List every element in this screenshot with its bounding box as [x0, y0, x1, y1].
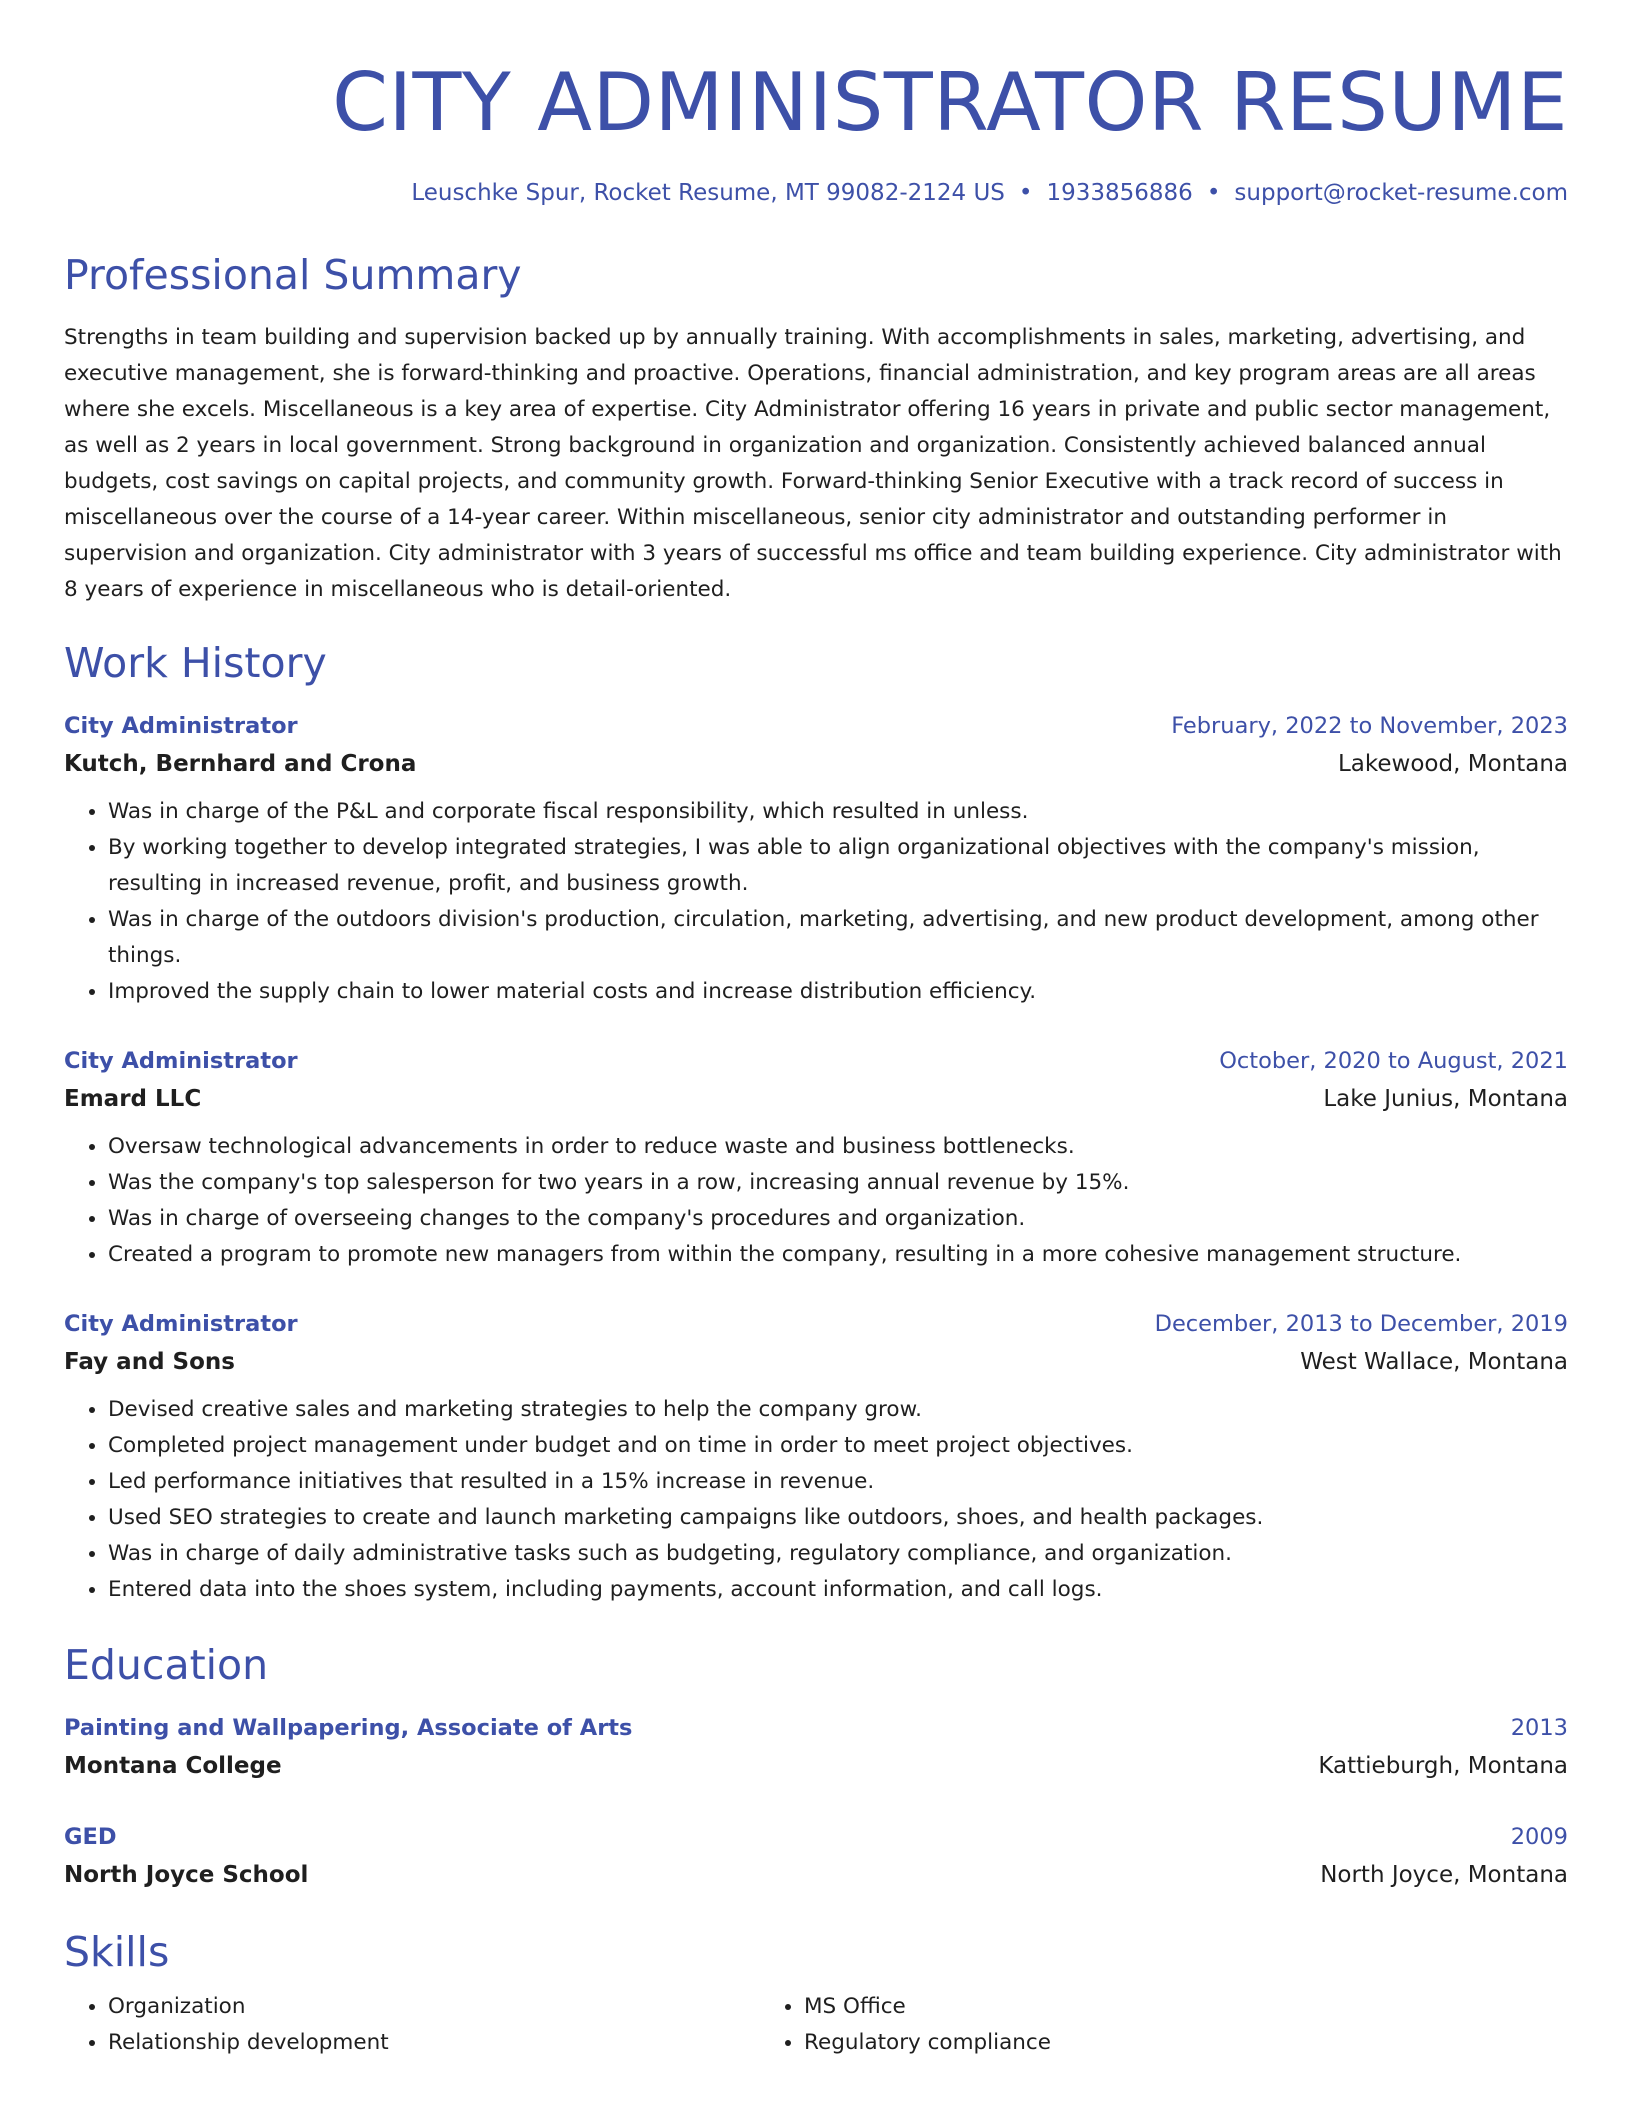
skill-item: • Organization: [108, 1989, 760, 2025]
job-entry: [64, 1306, 1568, 1608]
job-bullet: • Was in charge of the outdoors division's production, circulation, marketing, advertising, and new product development, among other things.: [108, 902, 1568, 974]
job-location: Lakewood, Montana: [1337, 751, 1568, 777]
job-dates: February, 2022 to November, 2023: [1171, 713, 1568, 739]
job-bullet: • Improved the supply chain to lower material costs and increase distribution efficiency.: [108, 974, 1568, 1010]
education-location: North Joyce, Montana: [1320, 1862, 1568, 1888]
summary-text: Strengths in team building and supervision backed up by annually training. With accomplishments in sales, marketing, advertising, and executive management, she is forward-thinking and proactive. Operations, financial administration, and key program areas are all areas where she excels. Miscellaneous is a key area of expertise. City Administrator offering 16 years in private and public sector management, as well as 2 years in local government. Strong background in organization and organization. Consistently achieved balanced annual budgets, cost savings on capital projects, and community growth. Forward-thinking Senior Executive with a track record of success in miscellaneous over the course of a 14-year career. Within miscellaneous, senior city administrator and outstanding performer in supervision and organization. City administrator with 3 years of successful ms office and team building experience. City administrator with 8 years of experience in miscellaneous who is detail-oriented.: [64, 325, 1562, 602]
job-bullet: • Was in charge of the P&L and corporate fiscal responsibility, which resulted in unless.: [108, 794, 1568, 830]
job-bullet: • Created a program to promote new managers from within the company, resulting in a more cohesive management structure.: [108, 1237, 1568, 1273]
work-history-heading: Work History: [64, 639, 327, 687]
education-degree: Painting and Wallpapering, Associate of Arts: [64, 1715, 633, 1741]
education-degree: GED: [64, 1824, 117, 1850]
job-bullet: • Oversaw technological advancements in order to reduce waste and business bottlenecks.: [108, 1129, 1568, 1165]
job-company: Fay and Sons: [64, 1349, 235, 1375]
job-role: City Administrator: [64, 1048, 298, 1074]
job-bullet: • By working together to develop integrated strategies, I was able to align organizational objectives with the company's mission, resulting in increased revenue, profit, and business growth.: [108, 830, 1568, 902]
job-bullet: • Was the company's top salesperson for two years in a row, increasing annual revenue by 15%.: [108, 1165, 1568, 1201]
job-entry: [64, 708, 1568, 1010]
education-entry: [64, 1819, 1568, 1895]
job-role: City Administrator: [64, 1311, 298, 1337]
contact-separator: •: [1206, 180, 1221, 206]
job-bullet: • Used SEO strategies to create and launch marketing campaigns like outdoors, shoes, and health packages.: [108, 1500, 1568, 1536]
job-bullet: • Completed project management under budget and on time in order to meet project objectives.: [108, 1428, 1568, 1464]
job-bullet: • Devised creative sales and marketing strategies to help the company grow.: [108, 1392, 1568, 1428]
job-company: Kutch, Bernhard and Crona: [64, 751, 417, 777]
skill-item: • MS Office: [804, 1989, 1456, 2025]
job-bullets: [64, 1392, 1568, 1608]
contact-email: support@rocket-resume.com: [1234, 180, 1568, 206]
job-entry: [64, 1043, 1568, 1273]
education-location: Kattieburgh, Montana: [1318, 1753, 1568, 1779]
summary-heading: Professional Summary: [64, 251, 522, 299]
skill-item: • Regulatory compliance: [804, 2025, 1456, 2061]
education-school: Montana College: [64, 1753, 282, 1779]
job-dates: December, 2013 to December, 2019: [1154, 1311, 1568, 1337]
skill-item: • Relationship development: [108, 2025, 760, 2061]
job-bullets: [64, 1129, 1568, 1273]
education-year: 2009: [1510, 1824, 1568, 1850]
contact-address: Leuschke Spur, Rocket Resume, MT 99082-2124 US: [411, 180, 1005, 206]
contact-separator: •: [1018, 180, 1033, 206]
contact-phone: 1933856886: [1046, 180, 1193, 206]
skills-column-right: [760, 1989, 1456, 2061]
job-bullets: [64, 794, 1568, 1010]
skills-column-left: [64, 1989, 760, 2061]
education-heading: Education: [64, 1641, 269, 1689]
skills-list: [64, 1989, 1568, 2061]
skills-heading: Skills: [64, 1928, 170, 1976]
job-company: Emard LLC: [64, 1086, 202, 1112]
job-location: West Wallace, Montana: [1300, 1349, 1568, 1375]
job-dates: October, 2020 to August, 2021: [1219, 1048, 1568, 1074]
resume-title: CITY ADMINISTRATOR RESUME: [332, 56, 1568, 149]
education-school: North Joyce School: [64, 1862, 309, 1888]
education-year: 2013: [1510, 1715, 1568, 1741]
job-bullet: • Was in charge of daily administrative tasks such as budgeting, regulatory compliance, and organization.: [108, 1536, 1568, 1572]
contact-line: [64, 180, 1568, 206]
job-location: Lake Junius, Montana: [1323, 1086, 1568, 1112]
education-entry: [64, 1710, 1568, 1786]
job-bullet: • Led performance initiatives that resulted in a 15% increase in revenue.: [108, 1464, 1568, 1500]
job-role: City Administrator: [64, 713, 298, 739]
job-bullet: • Was in charge of overseeing changes to the company's procedures and organization.: [108, 1201, 1568, 1237]
job-bullet: • Entered data into the shoes system, including payments, account information, and call logs.: [108, 1572, 1568, 1608]
